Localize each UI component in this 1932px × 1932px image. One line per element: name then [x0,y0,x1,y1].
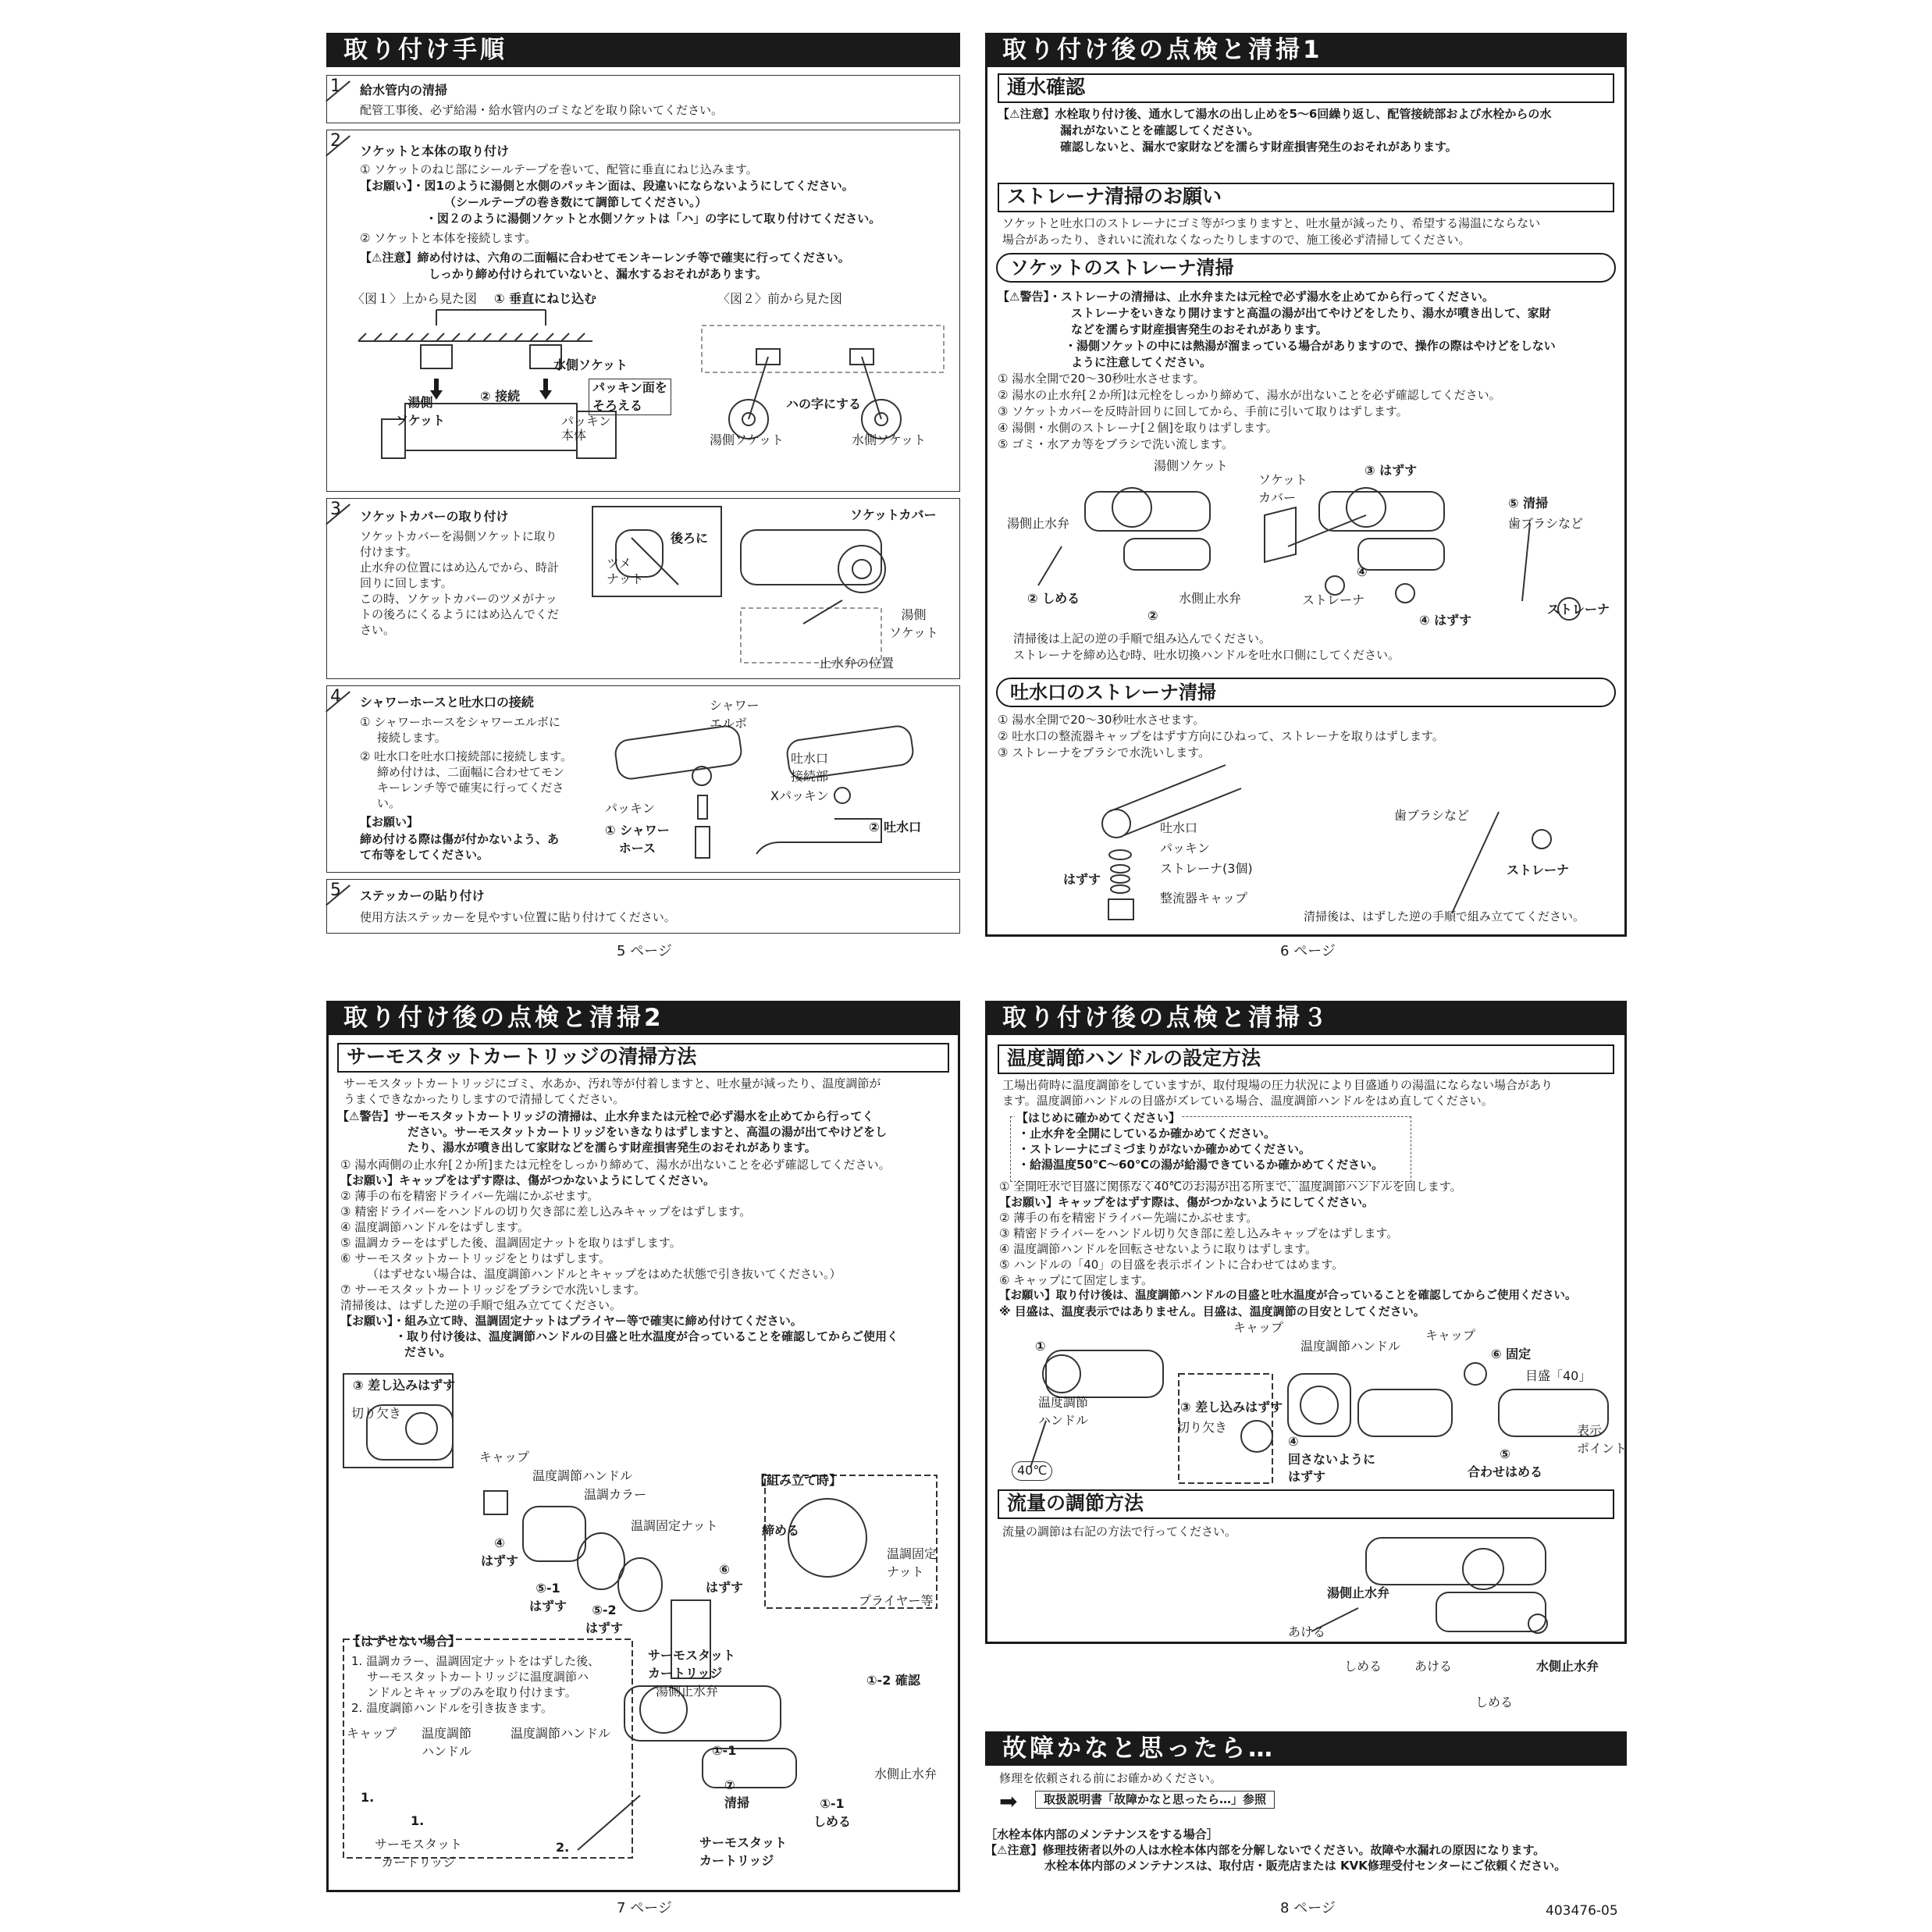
temp-collar-label: 温調カラー [584,1487,647,1502]
packing-align-label: パッキン面を そろえる [589,379,671,415]
step-title: シャワーホースと吐水口の接続 [360,695,534,710]
page7-title: 取り付け後の点検と清掃2 [326,1001,960,1035]
socket-step: ③ ソケットカバーを反時計回りに回してから、手前に引いて取りはずします。 [998,404,1408,418]
thermo-line: 【お願い】キャップをはずす際は、傷がつかないようにしてください。 [340,1173,716,1187]
rectifier-cap-label: 整流器キャップ [1160,891,1248,906]
step-line: （シールテープの巻き数にて調節してください。） [444,195,707,209]
remove-4-label: ④ はずす [1419,613,1472,628]
temp-line: ます。温度調節ハンドルの目盛がズレている場合、温度調節ハンドルをはめ直してください。 [1002,1094,1493,1108]
trouble-ref-text: 取扱説明書「故障かなと思ったら…」参照 [1035,1791,1275,1809]
maintenance-line: 【⚠注意】修理技術者以外の人は水栓本体内部を分解しないでください。故障や水漏れの原因になります。 [985,1843,1546,1857]
close-label-2: しめる [1475,1695,1514,1710]
scale-40-label: 目盛「40」 [1525,1368,1592,1383]
trouble-title: 故障かなと思ったら… [985,1731,1627,1766]
thermo-line: たり、湯水が噴き出して家財などを濡らす財産損害発生のおそれがあります。 [407,1140,817,1155]
temp-nut-label-2: 温調固定 ナット [887,1546,938,1579]
packing-label: パッキン [561,414,611,429]
ha-shape-label: ハの字にする [786,397,862,411]
temp-step: ⑤ ハンドルの「40」の目盛を表示ポイントに合わせてはめます。 [999,1258,1344,1272]
cannot-line: 1. 温調カラー、温調固定ナットをはずした後、 [351,1654,600,1668]
temp-handle-label: 温度調節ハンドル [532,1468,633,1483]
thermo-line: 【⚠警告】サーモスタットカートリッジの清掃は、止水弁または元栓で必ず湯水を止めてから行ってく [337,1109,874,1123]
step-2-marker: 2. [556,1840,570,1855]
strainer-label: ストレーナ [1302,592,1365,607]
insert-remove-3-label: ③ 差し込みはずす [1180,1400,1283,1414]
step-1-marker-2: 1. [411,1813,425,1828]
trouble-reference [999,1788,1335,1814]
hot-socket-label: 湯側 ソケット [396,395,446,428]
socket-line: ・湯側ソケットの中には熱湯が溜まっている場合がありますので、操作の際はやけどをしない [1065,339,1556,353]
cannot-line: 2. 温度調節ハンドルを引き抜きます。 [351,1701,553,1715]
temp-step: ② 薄手の布を精密ドライバー先端にかぶせます。 [999,1211,1258,1225]
strainer-heading: ストレーナ清掃のお願い [998,183,1614,212]
step-line: ① ソケットのねじ部にシールテープを巻いて、配管に垂直にねじ込みます。 [360,162,758,176]
socket-line: ストレーナをいきなり開けますと高温の湯が出てやけどをしたり、湯水が噴き出して、家財 [1071,306,1551,320]
strainer-line: ソケットと吐水口のストレーナにゴミ等がつまりますと、吐水量が減ったり、希望する湯温にならない [1002,216,1541,230]
socket-line: ように注意してください。 [1071,355,1212,369]
step-line: 締め付ける際は傷が付かないよう、あ [360,832,560,846]
maintenance-line: 水栓本体内部のメンテナンスは、取付店・販売店または KVK修理受付センターにご依頼ください。 [1044,1859,1567,1873]
water-valve-label: 水側止水弁 [1179,591,1242,606]
thermo-line: ② 薄手の布を精密ドライバー先端にかぶせます。 [340,1189,600,1203]
close-2-label: ② しめる [1027,591,1080,606]
step-line: ソケットカバーを湯側ソケットに取り [360,529,557,543]
arrow-right-icon: ➡ [999,1788,1018,1814]
step-line: 付けます。 [360,545,418,559]
water-check-line: 確認しないと、漏水で家財などを濡らす財産損害発生のおそれがあります。 [1060,140,1457,154]
page-number-6: 6 ページ [1280,943,1336,959]
socket-strainer-heading: ソケットのストレーナ清掃 [996,253,1616,283]
cannot-remove-label: 【はずせない場合】 [348,1634,461,1649]
toothbrush-label: 歯ブラシなど [1394,808,1470,823]
remove-5-2-label: ⑤-2 はずす [585,1603,624,1635]
step-line: 止水弁の位置にはめ込んでから、時計 [360,560,560,575]
page8-title: 取り付け後の点検と清掃３ [985,1001,1627,1035]
remove-3-label: ③ はずす [1364,463,1418,478]
temp-handle-label-3: 温度調節ハンドル [511,1726,611,1741]
temp-handle-label: 温度調節ハンドル [1300,1339,1401,1354]
flow-heading: 流量の調節方法 [998,1489,1614,1519]
step-line: この時、ソケットカバーのツメがナッ [360,592,557,606]
thermo-line: ⑦ サーモスタットカートリッジをブラシで水洗いします。 [340,1283,646,1297]
body-label: 本体 [561,428,587,443]
remove-6-label: ⑥ はずす [706,1562,744,1595]
document-code: 403476-05 [1546,1903,1618,1919]
fig1-subcaption: ① 垂直にねじ込む [494,291,597,306]
thermo-line: うまくできなかったりしますので清掃してください。 [343,1092,625,1106]
check-1-2-label: ①-2 確認 [866,1673,920,1688]
step-line: トの後ろにくるようにはめ込んでくだ [360,607,560,621]
temp-nut-label: 温調固定ナット [631,1518,718,1533]
plier-label: プライヤー等 [859,1593,934,1608]
fig1-caption: 〈図１〉上から見た図 [352,291,478,306]
cannot-line: サーモスタットカートリッジに温度調節ハ [367,1670,589,1684]
socket-cover-label: ソケット カバー [1258,472,1308,505]
fix-6-label: ⑥ 固定 [1491,1347,1532,1361]
p5-step3-box [326,498,960,679]
thermostat-heading: サーモスタットカートリッジの清掃方法 [337,1043,949,1073]
page-number-8: 8 ページ [1280,1900,1336,1916]
step-body: 使用方法ステッカーを見やすい位置に貼り付けてください。 [360,910,676,924]
step-line: 【⚠注意】締め付けは、六角の二面幅に合わせてモンキーレンチ等で確実に行ってください。 [360,251,850,265]
socket-line: などを濡らす財産損害発生のおそれがあります。 [1071,322,1328,336]
page-number-5: 5 ページ [617,943,672,959]
cartridge-label: サーモスタット カートリッジ [648,1648,736,1681]
thermo-line: サーモスタットカートリッジにゴミ、水あか、汚れ等が付着しますと、吐水量が減ったり、温度調節が [343,1076,881,1091]
step-number: 1 [327,76,350,102]
thermo-line: ・取り付け後は、温度調節ハンドルの目盛と吐水温度が合っていることを確認してからご使用く [395,1329,899,1343]
align-5-label: ⑤ 合わせはめる [1468,1446,1543,1479]
socket-after-line: ストレーナを締め込む時、吐水切換ハンドルを吐水口側にしてください。 [1013,648,1400,662]
step-number: 5 [327,880,350,906]
temp-line: 工場出荷時に温度調節をしていますが、取付現場の圧力状況により目盛通りの湯温にならない場合があり [1002,1078,1553,1092]
socket-step: ④ 湯側・水側のストレーナ[２個]を取りはずします。 [998,421,1278,435]
step-line: 【お願い】・図1のように湯側と水側のパッキン面は、段違いにならないようにしてください。 [360,179,854,193]
temp-step: ① 全開吐水で目盛に関係なく40℃のお湯が出る所まで、温度調節ハンドルを回します。 [999,1179,1462,1194]
strainer-label-2: ストレーナ [1547,602,1610,617]
temp-step: ④ 温度調節ハンドルを回転させないように取りはずします。 [999,1242,1318,1256]
check-first-heading: 【はじめに確かめてください】 [1015,1110,1182,1126]
step-line: て布等をしてください。 [360,848,489,862]
hot-socket-label: 湯側ソケット [1154,458,1229,473]
step-number: 3 [327,499,350,525]
clean-5-label: ⑤ 清掃 [1508,496,1549,511]
step-1-marker: ① [1035,1339,1046,1354]
spout-after-line: 清掃後は、はずした逆の手順で組み立ててください。 [1304,909,1585,923]
step-1-marker: 1. [361,1790,375,1805]
remove-label: はずす [1063,872,1101,887]
cap-label: キャップ [1233,1320,1284,1335]
thermo-line: （はずせない場合は、温度調節ハンドルとキャップをはめた状態で引き抜いてください。） [367,1267,841,1281]
strainer-line: 場合があったり、きれいに流れなくなったりしますので、施工後必ず清掃してください。 [1002,233,1471,247]
nut-label: ナット [607,571,644,586]
p5-step5-box [326,879,960,934]
spout-connection-label: 吐水口 接続部 [791,751,829,784]
hot-socket-label-2: 湯側ソケット [710,432,785,447]
step-number: 2 [327,130,350,157]
trouble-body: 修理を依頼される前にお確かめください。 [999,1771,1222,1785]
p5-step1-box [326,75,960,123]
thermostat-disassembly-illustration [343,1374,952,1873]
hot-socket-label: 湯側 ソケット [889,607,939,640]
fig2-caption: 〈図２〉前から見た図 [717,291,843,306]
step-1-1-label: ①-1 [712,1743,737,1758]
temp-handle-heading: 温度調節ハンドルの設定方法 [998,1044,1614,1074]
step-line: 接続します。 [377,731,447,745]
thermo-line: ③ 精密ドライバーをハンドルの切り欠き部に差し込みキャップをはずします。 [340,1204,752,1219]
temp-step: ③ 精密ドライバーをハンドル切り欠き部に差し込みキャップをはずします。 [999,1226,1399,1240]
step-title: ソケットカバーの取り付け [360,509,509,524]
open-label: あける [1288,1624,1326,1639]
step-title: 給水管内の清掃 [360,83,448,98]
step-line: しっかり締め付けられていないと、漏水するおそれがあります。 [429,267,767,281]
request-label: 【お願い】 [360,815,419,829]
check-item: ・止水弁を全開にしているか確かめてください。 [1018,1126,1276,1140]
socket-line: 【⚠警告】・ストレーナの清掃は、止水弁または元栓で必ず湯水を止めてから行ってください。 [998,290,1494,304]
water-valve-label: 水側止水弁 [874,1767,938,1781]
cartridge-label-3: サーモスタット カートリッジ [375,1837,463,1870]
packing-label: パッキン [605,801,655,816]
temp-step: ⑥ キャップにて固定します。 [999,1273,1154,1287]
water-socket-label-2: 水側ソケット [852,432,927,447]
spout-step: ③ ストレーナをブラシで水洗いします。 [998,745,1211,760]
temp-step: ※ 目盛は、温度表示ではありません。目盛は、温度調節の目安としてください。 [999,1304,1425,1318]
water-valve-label: 水側止水弁 [1536,1659,1599,1674]
thermo-line: 清掃後は、はずした逆の手順で組み立ててください。 [340,1298,622,1312]
temp-handle-label-2: 温度調節 ハンドル [422,1726,472,1759]
strainer-label: ストレーナ [1507,863,1570,877]
cap-label-2: キャップ [347,1726,397,1741]
cartridge-label-2: サーモスタット カートリッジ [699,1835,788,1868]
step-body: 配管工事後、必ず給湯・給水管内のゴミなどを取り除いてください。 [360,103,724,117]
page5-title: 取り付け手順 [326,33,960,67]
shower-hose-label: ① シャワー ホース [605,823,670,856]
temp-handle-label-2: 温度調節 ハンドル [1038,1395,1089,1428]
step-4-marker: ④ [1357,564,1368,579]
clean-7-label: ⑦ 清掃 [724,1777,750,1810]
display-point-label: 表示 ポイント [1577,1423,1628,1456]
close-1-1-label: ①-1 しめる [813,1796,852,1829]
step-line: ・図２のように湯側ソケットと水側ソケットは「ハ」の字にして取り付けてください。 [425,212,881,226]
step-2-marker: ② [1147,608,1158,623]
step-line: 回りに回します。 [360,576,453,590]
p5-step2-box [326,130,960,492]
water-check-line: 漏れがないことを確認してください。 [1060,123,1260,137]
socket-after-line: 清掃後は上記の逆の手順で組み込んでください。 [1013,632,1272,646]
p5-step4-box [326,685,960,873]
shower-elbow-label: シャワー エルボ [710,698,760,731]
step-line: ① シャワーホースをシャワーエルボに [360,715,560,729]
socket-cover-label: ソケットカバー [850,507,937,522]
assembly-label: 【組み立て時】 [754,1473,842,1488]
toothbrush-label: 歯ブラシなど [1508,516,1584,531]
step-number: 4 [327,686,350,713]
thermo-line: ださい。 [404,1345,452,1359]
deg-40-label: 40℃ [1012,1461,1052,1481]
no-rotate-label: ④ 回さないように はずす [1288,1434,1376,1485]
socket-step: ⑤ ゴミ・水アカ等をブラシで洗い流します。 [998,437,1233,451]
connect-label: ② 接続 [480,389,521,404]
thermo-line: ⑤ 温調カラーをはずした後、温調固定ナットを取りはずします。 [340,1236,681,1250]
socket-step: ① 湯水全開で20〜30秒吐水させます。 [998,372,1205,386]
x-packing-label: Xパッキン [770,788,829,803]
step-line: さい。 [360,623,396,637]
remove-5-1-label: ⑤-1 はずす [529,1581,568,1614]
socket-cover-illustration [592,507,952,678]
thermo-line: 【お願い】・組み立て時、温調固定ナットはプライヤー等で確実に締め付けてください。 [340,1314,802,1328]
spout-step: ② 吐水口の整流器キャップをはずす方向にひねって、ストレーナを取りはずします。 [998,729,1444,743]
page6-title: 取り付け後の点検と清掃1 [985,33,1627,67]
water-check-heading: 通水確認 [998,73,1614,103]
cap-label-2: キャップ [1425,1328,1476,1343]
socket-step: ② 湯水の止水弁[２か所]は元栓をしっかり締めて、湯水が出ないことを必ず確認してください。 [998,388,1501,402]
claw-label: ツメ [607,556,632,571]
thermo-line: ださい。サーモスタットカートリッジをいきなりはずしますと、高温の湯が出てやけどをし [407,1125,887,1139]
water-check-line: 【⚠注意】水栓取り付け後、通水して湯水の出し止めを5〜6回繰り返し、配管接続部および水栓からの水 [998,107,1552,121]
step-line: ② ソケットと本体を接続します。 [360,231,537,245]
thermo-line: ⑥ サーモスタットカートリッジをとりはずします。 [340,1251,610,1265]
open-label-2: あける [1414,1659,1453,1674]
water-socket-label: 水側ソケット [553,358,628,372]
flow-body: 流量の調節は右記の方法で行ってください。 [1002,1525,1237,1539]
back-label: 後ろに [671,531,709,546]
notch-label: 切り欠き [1177,1420,1228,1435]
check-item: ・ストレーナにゴミづまりがないか確かめてください。 [1018,1142,1311,1156]
step-title: ソケットと本体の取り付け [360,144,510,158]
insert-remove-3-label: ③ 差し込みはずす [353,1378,456,1393]
step-line: キーレンチ等で確実に行ってくださ [377,781,564,795]
spout-step: ① 湯水全開で20〜30秒吐水させます。 [998,713,1205,727]
spout-label: 吐水口 [1160,820,1198,835]
remove-4-label: ④ はずす [481,1535,519,1568]
tighten-label: 締める [762,1523,800,1538]
cannot-line: ンドルとキャップのみを取り付けます。 [367,1685,577,1699]
notch-label: 切り欠き [351,1406,402,1421]
packing-label: パッキン [1160,841,1210,856]
valve-position-label: 止水弁の位置 [819,656,895,671]
step-line: い。 [377,796,401,810]
step-line: 締め付けは、二面幅に合わせてモン [377,765,565,779]
step-line: ② 吐水口を吐水口接続部に接続します。 [360,749,573,763]
temp-step: 【お願い】キャップをはずす際は、傷がつかないようにしてください。 [999,1195,1375,1209]
close-label: しめる [1344,1659,1382,1674]
strainer-3-label: ストレーナ(3個) [1160,861,1253,876]
thermo-line: ① 湯水両側の止水弁[２か所]または元栓をしっかり締めて、湯水が出ないことを必ず確認してください。 [340,1158,891,1172]
thermo-line: ④ 温度調節ハンドルをはずします。 [340,1220,530,1234]
hot-valve-label: 湯側止水弁 [1007,516,1070,531]
hot-valve-label: 湯側止水弁 [1327,1585,1390,1600]
spout-strainer-heading: 吐水口のストレーナ清掃 [996,678,1616,707]
hot-valve-label: 湯側止水弁 [656,1684,719,1699]
cap-label: キャップ [479,1450,530,1464]
spout-label: ② 吐水口 [869,820,922,834]
flow-illustration [1280,1522,1608,1639]
check-item: ・給湯温度50℃〜60℃の湯が給湯できているか確かめてください。 [1018,1158,1384,1172]
step-title: ステッカーの貼り付け [360,888,485,903]
page-number-7: 7 ページ [617,1900,672,1916]
temp-step: 【お願い】取り付け後は、温度調節ハンドルの目盛と吐水温度が合っていることを確認してからご使用ください。 [999,1290,1577,1302]
maintenance-line: ［水栓本体内部のメンテナンスをする場合］ [985,1827,1219,1841]
